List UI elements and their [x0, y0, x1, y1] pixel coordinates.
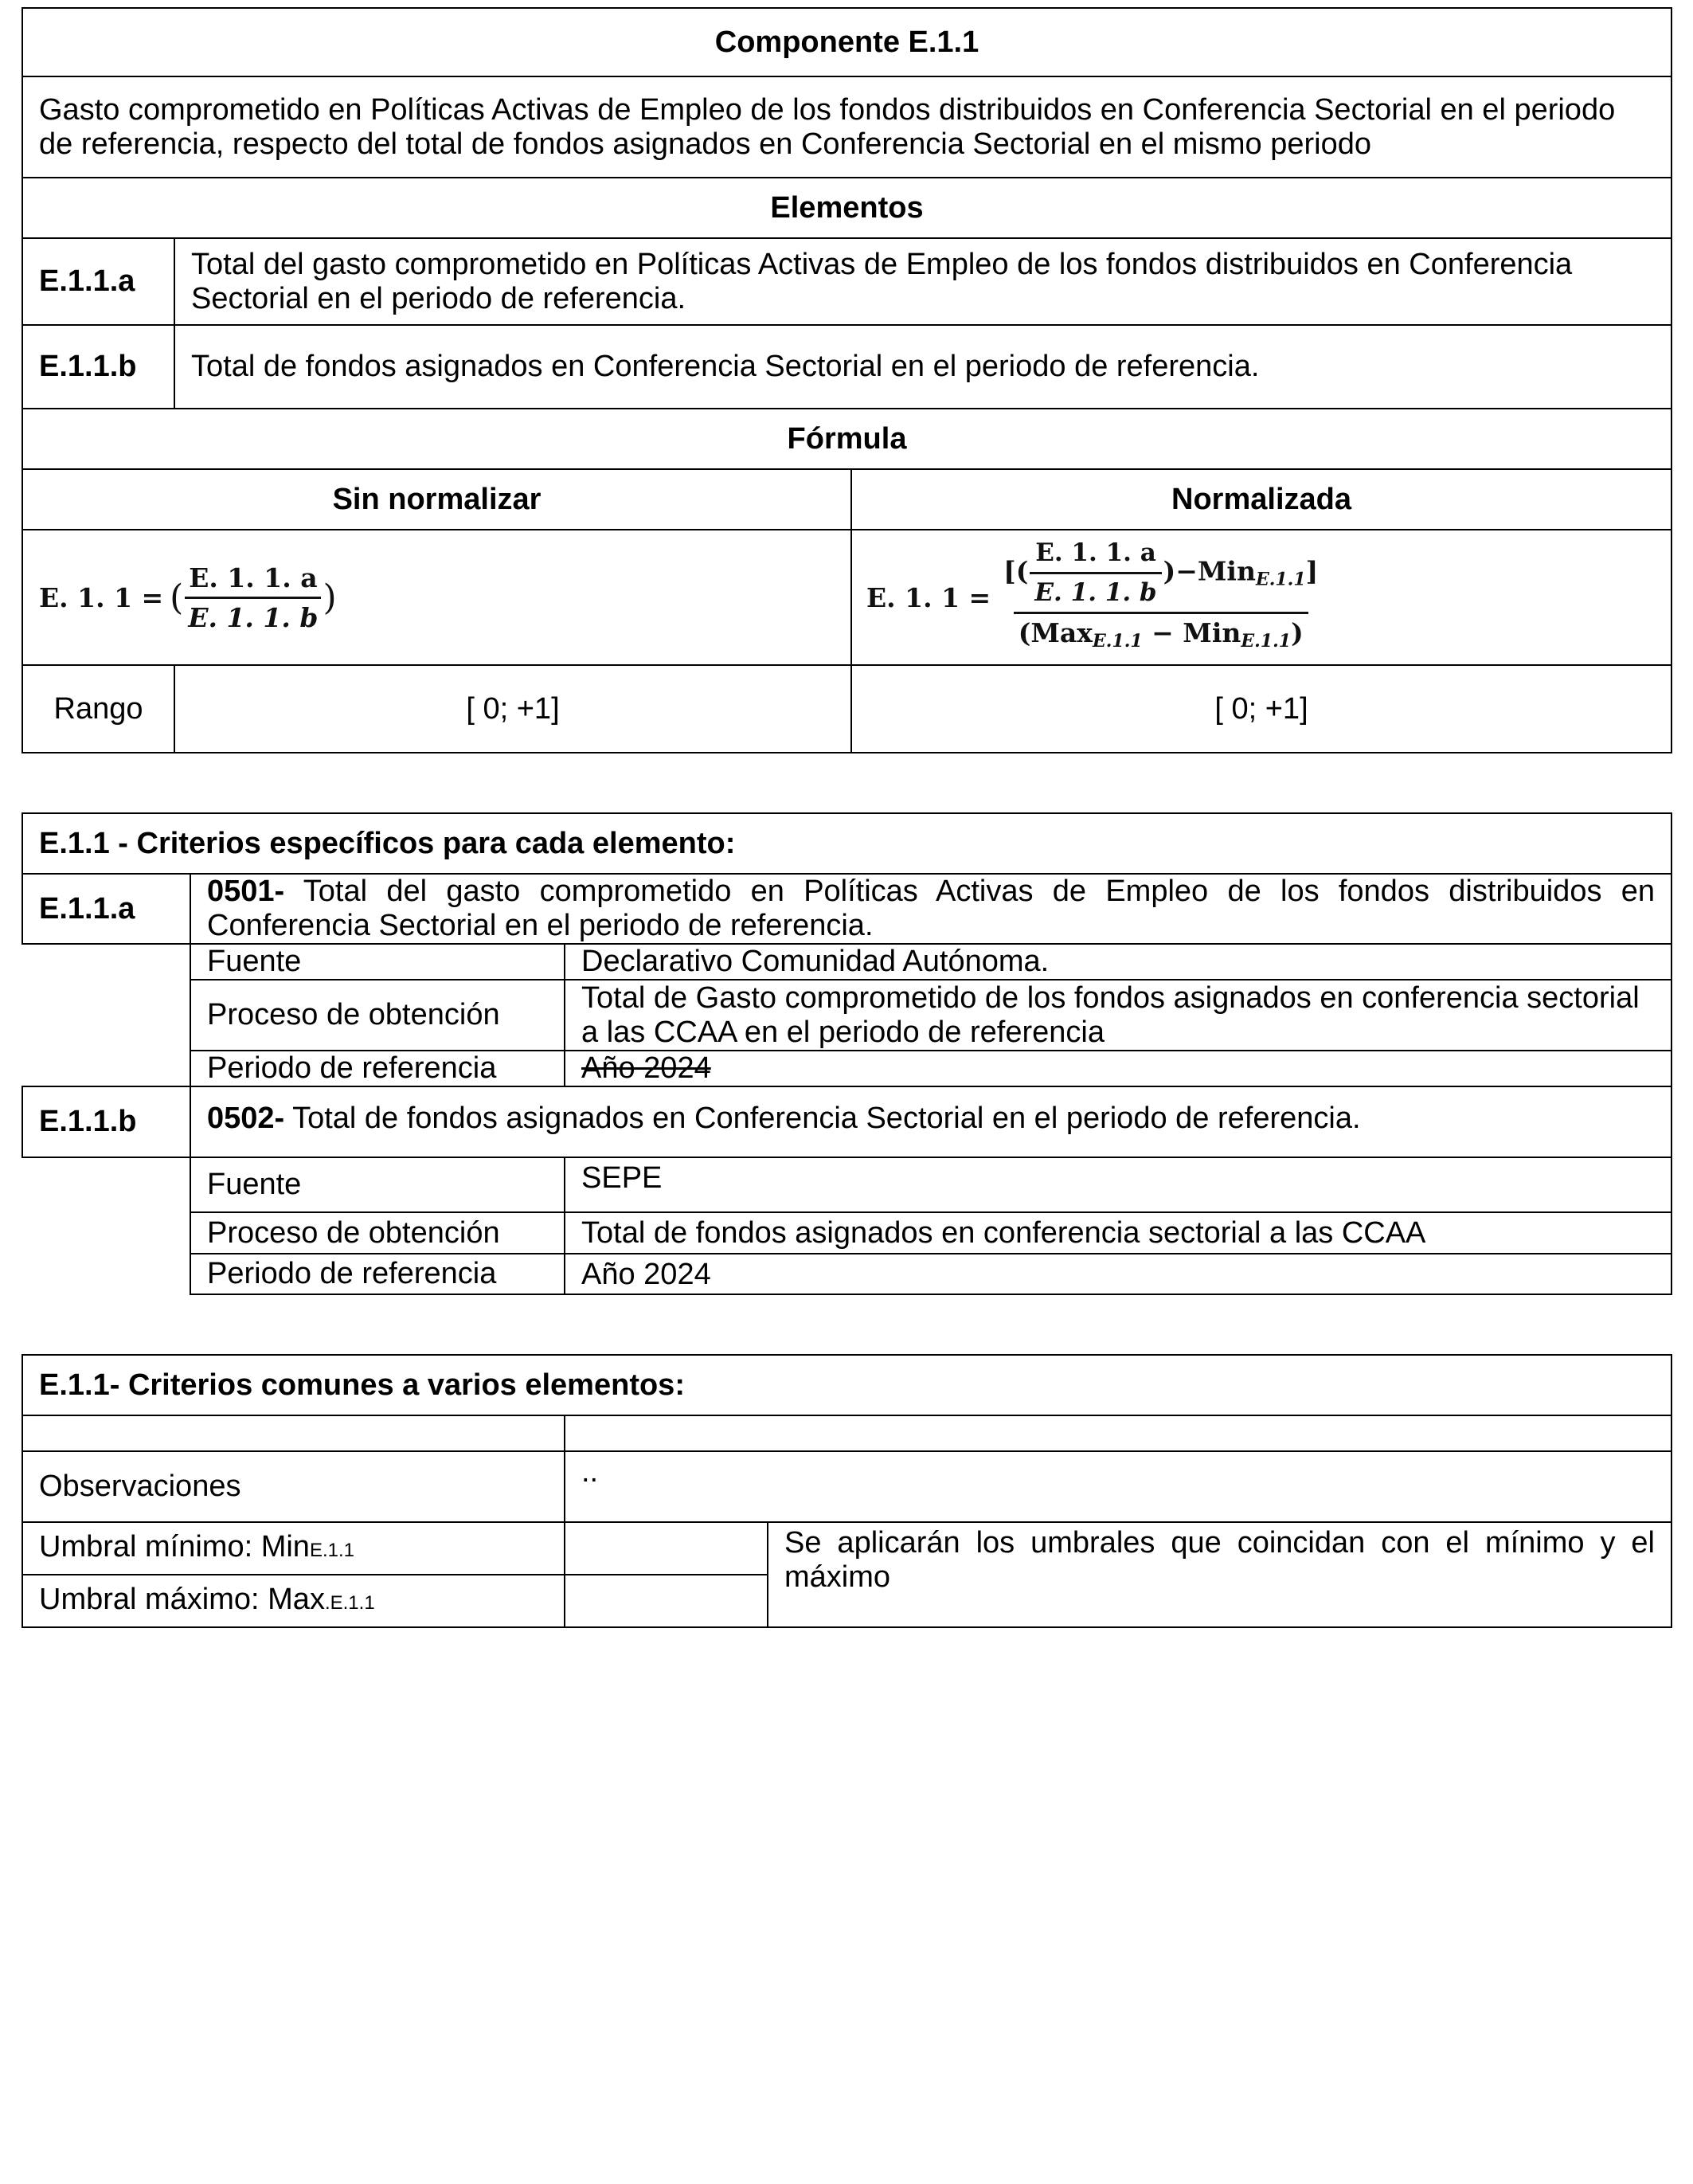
formula-plain-cell	[22, 530, 851, 665]
element-code: E.1.1.b	[22, 325, 174, 409]
range-value-plain: [ 0; +1]	[174, 665, 851, 753]
formula-lhs: E. 1. 1 =	[866, 581, 991, 613]
specific-criteria-title: E.1.1 - Criterios específicos para cada elemento:	[22, 813, 1671, 874]
common-criteria-title: E.1.1- Criterios comunes a varios elementos:	[22, 1355, 1671, 1415]
criteria-row-label: Fuente	[190, 944, 565, 980]
range-label: Rango	[22, 665, 174, 753]
formula-outer-fraction: [( $\frac{E. 1. 1. a}{E. 1. 1. b}$ )−MinE.1.1] (MaxE.1.1 − MinE.1.1)	[999, 536, 1323, 659]
element-text: Total del gasto comprometido en Políticas Activas de Empleo de los fondos distribuidos en Conferencia Sectorial en el periodo de referencia.	[174, 238, 1671, 325]
criteria-row-label: Proceso de obtención	[190, 1212, 565, 1254]
criteria-row-label: Periodo de referencia	[190, 1254, 565, 1294]
component-title: Componente E.1.1	[22, 8, 1671, 76]
component-description: Gasto comprometido en Políticas Activas de Empleo de los fondos distribuidos en Conferencia Sectorial en el periodo de referencia, respecto del total de fondos asignados en Conferencia Sectorial en el mismo periodo	[22, 76, 1671, 178]
criteria-row-value: Total de fondos asignados en conferencia sectorial a las CCAA	[565, 1212, 1671, 1254]
criteria-row-value: Año 2024	[565, 1051, 1671, 1086]
threshold-max-label: Umbral máximo: Max.E.1.1	[22, 1575, 565, 1627]
formula-normalized-cell	[851, 530, 1671, 665]
criteria-element-description: 0501- Total del gasto comprometido en Políticas Activas de Empleo de los fondos distribuidos en Conferencia Sectorial en el periodo de referencia.	[190, 874, 1671, 944]
formula-lhs: E. 1. 1 =	[39, 581, 164, 613]
element-code: E.1.1.a	[22, 238, 174, 325]
threshold-note: Se aplicarán los umbrales que coincidan con el mínimo y el máximo	[768, 1522, 1671, 1627]
criteria-row-label: Fuente	[190, 1157, 565, 1212]
formula-denominator: E. 1. 1. b	[185, 597, 321, 635]
criteria-row-value: Declarativo Comunidad Autónoma.	[565, 944, 1671, 980]
formula-numerator: E. 1. 1. a	[189, 562, 318, 593]
range-value-normalized: [ 0; +1]	[851, 665, 1671, 753]
component-table	[22, 7, 1672, 753]
criteria-element-code: E.1.1.b	[22, 1086, 190, 1157]
specific-criteria-table	[22, 812, 1672, 1295]
criteria-row-value: Total de Gasto comprometido de los fondos asignados en conferencia sectorial a las CCAA en el periodo de referencia	[565, 980, 1671, 1051]
criteria-row-label: Periodo de referencia	[190, 1051, 565, 1086]
criteria-row-label: Proceso de obtención	[190, 980, 565, 1051]
observations-value: ..	[565, 1451, 1671, 1522]
elements-header: Elementos	[22, 178, 1671, 238]
observations-label: Observaciones	[22, 1451, 565, 1522]
formula-col-normalized: Normalizada	[851, 469, 1671, 530]
common-criteria-table	[22, 1354, 1672, 1628]
criteria-element-description: 0502- Total de fondos asignados en Conferencia Sectorial en el periodo de referencia.	[190, 1086, 1671, 1157]
formula-col-plain: Sin normalizar	[22, 469, 851, 530]
criteria-row-value: Año 2024	[565, 1254, 1671, 1294]
threshold-min-value	[565, 1522, 768, 1575]
threshold-min-label: Umbral mínimo: MinE.1.1	[22, 1522, 565, 1575]
formula-normalized	[866, 536, 1324, 659]
threshold-max-value	[565, 1575, 768, 1627]
formula-fraction	[185, 561, 321, 635]
formula-header: Fórmula	[22, 409, 1671, 469]
formula-plain: E. 1. 1 = ( $\frac{E. 1. 1. a}{E. 1. 1. b}$ )	[39, 562, 337, 633]
criteria-row-value: SEPE	[565, 1157, 1671, 1212]
criteria-element-code: E.1.1.a	[22, 874, 190, 944]
element-text: Total de fondos asignados en Conferencia Sectorial en el periodo de referencia.	[174, 325, 1671, 409]
